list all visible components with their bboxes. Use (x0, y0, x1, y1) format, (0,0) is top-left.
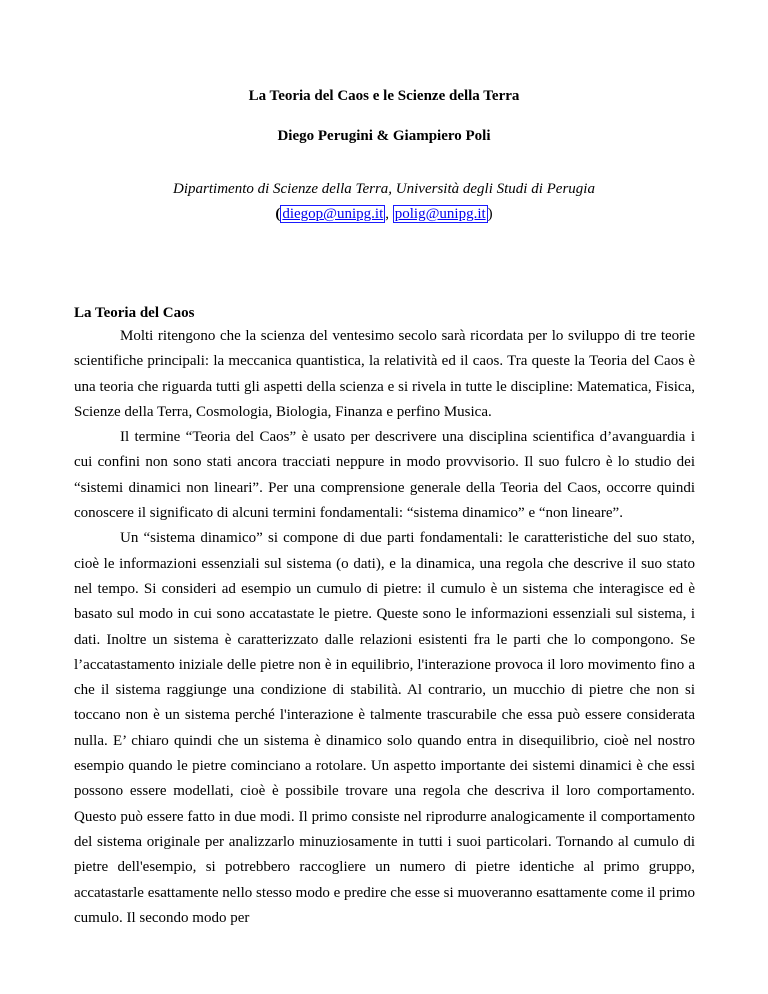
paragraph: Molti ritengono che la scienza del ventesimo secolo sarà ricordata per lo sviluppo di tre teorie scientifiche principali: la meccanica quantistica, la relatività ed il caos. Tra queste la Teoria del Caos è una teoria che riguarda tutti gli aspetti della scienza e si rivela in tutte le discipline: Matematica, Fisica, Scienze della Terra, Cosmologia, Biologia, Finanza e perfino Musica. (74, 328, 695, 420)
paper-affiliation: Dipartimento di Scienze della Terra, Università degli Studi di Perugia (173, 181, 595, 197)
contact-emails (0, 205, 768, 223)
paragraph: Il termine “Teoria del Caos” è usato per descrivere una disciplina scientifica d’avanguardia i cui confini non sono stati ancora tracciati neppure in modo provvisorio. Il suo fulcro è lo studio dei “sistemi dinamici non lineari”. Per una comprensione generale della Teoria del Caos, occorre quindi conoscere il significato di alcuni termini fondamentali: “sistema dinamico” e “non lineare”. (74, 429, 695, 522)
section-heading: La Teoria del Caos (74, 305, 195, 321)
email-link-polig[interactable]: polig@unipg.it (394, 206, 486, 222)
section-body (74, 324, 695, 931)
email-open-paren: ( (275, 206, 281, 222)
paper-authors: Diego Perugini & Giampiero Poli (277, 128, 491, 144)
paragraph: Un “sistema dinamico” si compone di due parti fondamentali: le caratteristiche del suo stato, cioè le informazioni essenziali sul sistema (o dati), e la dinamica, una regola che descrive il suo stato nel tempo. Si consideri ad esempio un cumulo di pietre: il cumulo è un sistema che interagisce ed è basato sul modo in cui sono accatastate le pietre. Queste sono le informazioni essenziali sul sistema, i dati. Inoltre un sistema è caratterizzato dalle relazioni esistenti fra le parti che lo compongono. Se l’accatastamento iniziale delle pietre non è in equilibrio, l'interazione provoca il loro movimento fino a che il sistema raggiunge una condizione di stabilità. Al contrario, un mucchio di pietre che non si toccano non è un sistema perché l'interazione è talmente trascurabile che essa può essere considerata nulla. E’ chiaro quindi che un sistema è dinamico solo quando entra in disequilibrio, cioè nel nostro esempio quando le pietre cominciano a rotolare. Un aspetto importante dei sistemi dinamici è che essi possono essere modellati, cioè è possibile trovare una regola che descriva il loro comportamento. Questo può essere fatto in due modi. Il primo consiste nel riprodurre analogicamente il comportamento del sistema originale per analizzarlo minuziosamente in tutti i suoi particolari. Tornando al cumulo di pietre dell'esempio, si potrebbero raccogliere un numero di pietre identiche al primo gruppo, accatastarle esattamente nello stesso modo e predire che esse si muoveranno esattamente come il primo cumulo. Il secondo modo per (74, 530, 695, 926)
email-separator: , (385, 206, 393, 222)
email-link-diegop[interactable]: diegop@unipg.it (282, 206, 384, 222)
email-close-paren: ) (487, 206, 493, 222)
paper-title: La Teoria del Caos e le Scienze della Terra (248, 88, 520, 104)
